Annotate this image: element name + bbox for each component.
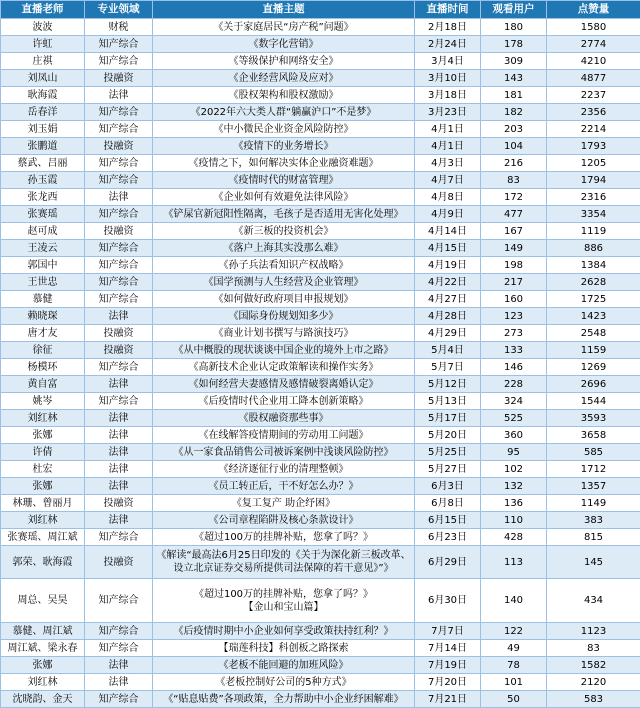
cell-teacher: 张娜 — [1, 427, 85, 444]
cell-clicks: 1712 — [547, 461, 640, 478]
cell-field: 法律 — [85, 410, 153, 427]
cell-clicks: 1423 — [547, 308, 640, 325]
cell-topic: 《股权架构和股权激励》 — [153, 87, 415, 104]
cell-field: 法律 — [85, 512, 153, 529]
cell-field: 知产综合 — [85, 172, 153, 189]
cell-teacher: 周江斌、梁永春 — [1, 640, 85, 657]
cell-teacher: 慕健 — [1, 291, 85, 308]
cell-teacher: 许倩 — [1, 444, 85, 461]
cell-time: 5月27日 — [415, 461, 481, 478]
cell-clicks: 3593 — [547, 410, 640, 427]
cell-clicks: 83 — [547, 640, 640, 657]
cell-time: 7月21日 — [415, 691, 481, 708]
table-row — [1, 138, 640, 155]
cell-topic: 《从一家食品销售公司被诉案例中浅谈风险防控》 — [153, 444, 415, 461]
cell-topic: 《新三板的投资机会》 — [153, 223, 415, 240]
cell-field: 知产综合 — [85, 36, 153, 53]
cell-field: 投融资 — [85, 325, 153, 342]
table-row — [1, 444, 640, 461]
cell-viewers: 123 — [481, 308, 547, 325]
cell-field: 知产综合 — [85, 155, 153, 172]
cell-topic: 《商业计划书撰写与路演技巧》 — [153, 325, 415, 342]
cell-teacher: 周总、吴昊 — [1, 579, 85, 623]
cell-topic: 《疫情时代的财富管理》 — [153, 172, 415, 189]
cell-teacher: 刘凤山 — [1, 70, 85, 87]
table-row — [1, 640, 640, 657]
col-time: 直播时间 — [415, 1, 481, 19]
cell-field: 法律 — [85, 427, 153, 444]
cell-field: 投融资 — [85, 546, 153, 579]
cell-clicks: 4210 — [547, 53, 640, 70]
cell-time: 3月4日 — [415, 53, 481, 70]
cell-viewers: 203 — [481, 121, 547, 138]
cell-teacher: 郭国中 — [1, 257, 85, 274]
cell-topic: 《企业如何有效避免法律风险》 — [153, 189, 415, 206]
cell-time: 4月19日 — [415, 257, 481, 274]
cell-field: 知产综合 — [85, 359, 153, 376]
cell-teacher: 张赛瑶 — [1, 206, 85, 223]
cell-teacher: 岳春洋 — [1, 104, 85, 121]
table-row — [1, 393, 640, 410]
cell-topic: 《国际身份规划知多少》 — [153, 308, 415, 325]
cell-topic: 《公司章程陷阱及核心条款设计》 — [153, 512, 415, 529]
cell-time: 2月24日 — [415, 36, 481, 53]
table-row — [1, 478, 640, 495]
cell-time: 2月18日 — [415, 19, 481, 36]
cell-viewers: 228 — [481, 376, 547, 393]
cell-clicks: 4877 — [547, 70, 640, 87]
cell-topic: 《企业经营风险及应对》 — [153, 70, 415, 87]
cell-time: 5月25日 — [415, 444, 481, 461]
cell-clicks: 2356 — [547, 104, 640, 121]
cell-viewers: 273 — [481, 325, 547, 342]
cell-time: 3月23日 — [415, 104, 481, 121]
cell-teacher: 张娜 — [1, 478, 85, 495]
cell-viewers: 133 — [481, 342, 547, 359]
cell-field: 法律 — [85, 189, 153, 206]
col-viewers: 观看用户 — [481, 1, 547, 19]
cell-time: 5月17日 — [415, 410, 481, 427]
cell-viewers: 136 — [481, 495, 547, 512]
cell-topic: 《老板不能回避的加班风险》 — [153, 657, 415, 674]
cell-viewers: 216 — [481, 155, 547, 172]
table-row — [1, 155, 640, 172]
cell-teacher: 徐征 — [1, 342, 85, 359]
cell-topic: 《落户上海其实没那么难》 — [153, 240, 415, 257]
cell-field: 投融资 — [85, 138, 153, 155]
cell-teacher: 许虹 — [1, 36, 85, 53]
cell-clicks: 585 — [547, 444, 640, 461]
cell-field: 法律 — [85, 461, 153, 478]
cell-time: 5月12日 — [415, 376, 481, 393]
cell-topic: 《关于家庭居民“房产税”问题》 — [153, 19, 415, 36]
cell-clicks: 434 — [547, 579, 640, 623]
cell-viewers: 149 — [481, 240, 547, 257]
cell-field: 法律 — [85, 674, 153, 691]
col-teacher: 直播老师 — [1, 1, 85, 19]
cell-topic: 《股权融资那些事》 — [153, 410, 415, 427]
cell-teacher: 杨模环 — [1, 359, 85, 376]
cell-topic: 《如何做好政府项目申报规划》 — [153, 291, 415, 308]
cell-teacher: 孙玉霞 — [1, 172, 85, 189]
cell-viewers: 477 — [481, 206, 547, 223]
cell-clicks: 583 — [547, 691, 640, 708]
cell-teacher: 蔡武、吕丽 — [1, 155, 85, 172]
col-topic: 直播主题 — [153, 1, 415, 19]
table-row — [1, 206, 640, 223]
cell-clicks: 886 — [547, 240, 640, 257]
cell-clicks: 1725 — [547, 291, 640, 308]
table-row — [1, 325, 640, 342]
table-row — [1, 512, 640, 529]
table-row — [1, 461, 640, 478]
table-row — [1, 495, 640, 512]
cell-time: 7月19日 — [415, 657, 481, 674]
cell-clicks: 1119 — [547, 223, 640, 240]
cell-viewers: 102 — [481, 461, 547, 478]
table-row — [1, 427, 640, 444]
table-row — [1, 257, 640, 274]
cell-field: 知产综合 — [85, 623, 153, 640]
cell-clicks: 2316 — [547, 189, 640, 206]
cell-topic: 《从中概股的现状谈谈中国企业的境外上市之路》 — [153, 342, 415, 359]
cell-teacher: 张鹏道 — [1, 138, 85, 155]
cell-time: 6月15日 — [415, 512, 481, 529]
cell-time: 4月27日 — [415, 291, 481, 308]
cell-field: 投融资 — [85, 342, 153, 359]
cell-topic: 《等级保护和网络安全》 — [153, 53, 415, 70]
cell-clicks: 1582 — [547, 657, 640, 674]
cell-viewers: 182 — [481, 104, 547, 121]
cell-viewers: 113 — [481, 546, 547, 579]
header-row — [1, 1, 640, 19]
cell-teacher: 王凌云 — [1, 240, 85, 257]
cell-topic: 《超过100万的挂牌补贴，您拿了吗？》 — [153, 529, 415, 546]
table-row — [1, 19, 640, 36]
cell-viewers: 360 — [481, 427, 547, 444]
cell-time: 4月28日 — [415, 308, 481, 325]
cell-clicks: 1793 — [547, 138, 640, 155]
cell-field: 法律 — [85, 444, 153, 461]
cell-viewers: 140 — [481, 579, 547, 623]
table-row — [1, 172, 640, 189]
cell-time: 6月30日 — [415, 579, 481, 623]
cell-field: 知产综合 — [85, 206, 153, 223]
cell-clicks: 2120 — [547, 674, 640, 691]
cell-viewers: 83 — [481, 172, 547, 189]
table-row — [1, 546, 640, 579]
cell-viewers: 172 — [481, 189, 547, 206]
cell-field: 知产综合 — [85, 274, 153, 291]
cell-teacher: 赖晓琛 — [1, 308, 85, 325]
table-row — [1, 121, 640, 138]
cell-topic: 《“贴息贴费”各项政策，全力帮助中小企业纾困解难》 — [153, 691, 415, 708]
table-row — [1, 691, 640, 708]
cell-field: 知产综合 — [85, 393, 153, 410]
table-row — [1, 104, 640, 121]
cell-time: 4月1日 — [415, 138, 481, 155]
cell-topic: 《后疫情时代企业用工降本创新策略》 — [153, 393, 415, 410]
cell-time: 5月20日 — [415, 427, 481, 444]
cell-teacher: 唐才友 — [1, 325, 85, 342]
cell-teacher: 耿海霞 — [1, 87, 85, 104]
cell-time: 4月1日 — [415, 121, 481, 138]
table-body — [1, 19, 640, 708]
cell-field: 法律 — [85, 308, 153, 325]
cell-viewers: 78 — [481, 657, 547, 674]
cell-topic: 《疫情之下，如何解决实体企业融资难题》 — [153, 155, 415, 172]
table-row — [1, 70, 640, 87]
cell-field: 知产综合 — [85, 529, 153, 546]
table-row — [1, 36, 640, 53]
cell-time: 4月14日 — [415, 223, 481, 240]
cell-field: 法律 — [85, 657, 153, 674]
cell-viewers: 50 — [481, 691, 547, 708]
cell-field: 投融资 — [85, 495, 153, 512]
cell-field: 投融资 — [85, 70, 153, 87]
cell-topic: 《疫情下的业务增长》 — [153, 138, 415, 155]
cell-clicks: 145 — [547, 546, 640, 579]
table-row — [1, 189, 640, 206]
table-row — [1, 274, 640, 291]
cell-topic: 《中小微民企业资金风险防控》 — [153, 121, 415, 138]
cell-time: 5月7日 — [415, 359, 481, 376]
cell-time: 5月4日 — [415, 342, 481, 359]
cell-time: 6月3日 — [415, 478, 481, 495]
cell-viewers: 143 — [481, 70, 547, 87]
cell-topic: 《孙子兵法看知识产权战略》 — [153, 257, 415, 274]
cell-teacher: 郭荣、耿海霞 — [1, 546, 85, 579]
cell-teacher: 刘红林 — [1, 674, 85, 691]
cell-time: 7月14日 — [415, 640, 481, 657]
cell-topic: 《国学预测与人生经营及企业管理》 — [153, 274, 415, 291]
cell-teacher: 张龙西 — [1, 189, 85, 206]
table-row — [1, 240, 640, 257]
cell-teacher: 慕健、周江斌 — [1, 623, 85, 640]
cell-viewers: 217 — [481, 274, 547, 291]
table-row — [1, 359, 640, 376]
cell-viewers: 181 — [481, 87, 547, 104]
table-row — [1, 53, 640, 70]
cell-time: 6月23日 — [415, 529, 481, 546]
cell-viewers: 49 — [481, 640, 547, 657]
cell-viewers: 160 — [481, 291, 547, 308]
cell-topic: 《解读“最高法6月25日印发的《关于为深化新三板改革、设立北京证券交易所提供司法保障的若干意见》”》 — [153, 546, 415, 579]
cell-teacher: 张娜 — [1, 657, 85, 674]
cell-topic: 《数字化营销》 — [153, 36, 415, 53]
cell-clicks: 2774 — [547, 36, 640, 53]
cell-time: 3月18日 — [415, 87, 481, 104]
cell-teacher: 黄自富 — [1, 376, 85, 393]
table-row — [1, 674, 640, 691]
cell-teacher: 庄祺 — [1, 53, 85, 70]
cell-viewers: 146 — [481, 359, 547, 376]
cell-clicks: 3354 — [547, 206, 640, 223]
cell-field: 知产综合 — [85, 579, 153, 623]
cell-viewers: 132 — [481, 478, 547, 495]
cell-topic: 《铲屎官新冠阳性隔离，毛孩子是否适用无害化处理》 — [153, 206, 415, 223]
table-row — [1, 376, 640, 393]
cell-teacher: 赵可成 — [1, 223, 85, 240]
table-row — [1, 529, 640, 546]
cell-teacher: 波波 — [1, 19, 85, 36]
cell-clicks: 1384 — [547, 257, 640, 274]
cell-time: 6月8日 — [415, 495, 481, 512]
cell-topic: 《后疫情时期中小企业如何享受政策扶持红利？》 — [153, 623, 415, 640]
cell-topic: 《员工转正后，干不好怎么办？》 — [153, 478, 415, 495]
cell-viewers: 122 — [481, 623, 547, 640]
cell-viewers: 178 — [481, 36, 547, 53]
cell-time: 3月10日 — [415, 70, 481, 87]
cell-viewers: 309 — [481, 53, 547, 70]
cell-topic: 《高新技术企业认定政策解读和操作实务》 — [153, 359, 415, 376]
cell-teacher: 杜宏 — [1, 461, 85, 478]
cell-teacher: 刘玉娟 — [1, 121, 85, 138]
cell-field: 财税 — [85, 19, 153, 36]
cell-topic: 《超过100万的挂牌补贴，您拿了吗？》 【金山和宝山篇】 — [153, 579, 415, 623]
cell-topic: 《在线解答疫情期间的劳动用工问题》 — [153, 427, 415, 444]
cell-field: 知产综合 — [85, 104, 153, 121]
table-row — [1, 308, 640, 325]
cell-viewers: 95 — [481, 444, 547, 461]
cell-time: 4月29日 — [415, 325, 481, 342]
cell-field: 知产综合 — [85, 291, 153, 308]
table-row — [1, 657, 640, 674]
cell-clicks: 2696 — [547, 376, 640, 393]
cell-time: 4月22日 — [415, 274, 481, 291]
cell-clicks: 2237 — [547, 87, 640, 104]
cell-viewers: 167 — [481, 223, 547, 240]
cell-topic: 《如何经营夫妻感情及感情破裂离婚认定》 — [153, 376, 415, 393]
cell-time: 6月29日 — [415, 546, 481, 579]
cell-viewers: 101 — [481, 674, 547, 691]
cell-field: 知产综合 — [85, 257, 153, 274]
cell-time: 7月20日 — [415, 674, 481, 691]
cell-viewers: 110 — [481, 512, 547, 529]
cell-viewers: 180 — [481, 19, 547, 36]
cell-viewers: 198 — [481, 257, 547, 274]
cell-field: 法律 — [85, 376, 153, 393]
cell-time: 4月7日 — [415, 172, 481, 189]
cell-time: 4月15日 — [415, 240, 481, 257]
col-field: 专业领域 — [85, 1, 153, 19]
cell-time: 7月7日 — [415, 623, 481, 640]
cell-field: 知产综合 — [85, 53, 153, 70]
table-row — [1, 342, 640, 359]
cell-clicks: 2628 — [547, 274, 640, 291]
table-row — [1, 623, 640, 640]
cell-clicks: 1544 — [547, 393, 640, 410]
cell-teacher: 刘红林 — [1, 512, 85, 529]
cell-field: 知产综合 — [85, 240, 153, 257]
cell-teacher: 沈晓韵、金天 — [1, 691, 85, 708]
cell-viewers: 525 — [481, 410, 547, 427]
cell-clicks: 1357 — [547, 478, 640, 495]
cell-clicks: 1149 — [547, 495, 640, 512]
cell-field: 知产综合 — [85, 121, 153, 138]
cell-topic: 《2022年六大类人群“躺赢沪口”不是梦》 — [153, 104, 415, 121]
table-row — [1, 87, 640, 104]
cell-field: 知产综合 — [85, 691, 153, 708]
cell-clicks: 1580 — [547, 19, 640, 36]
cell-topic: 【瑞莲科技】科创板之路探索 — [153, 640, 415, 657]
table-row — [1, 410, 640, 427]
cell-clicks: 1159 — [547, 342, 640, 359]
cell-clicks: 1123 — [547, 623, 640, 640]
cell-time: 4月9日 — [415, 206, 481, 223]
col-clicks: 点赞量 — [547, 1, 640, 19]
cell-time: 4月3日 — [415, 155, 481, 172]
cell-clicks: 2548 — [547, 325, 640, 342]
cell-topic: 《经济逐征行业的清理整顿》 — [153, 461, 415, 478]
cell-field: 法律 — [85, 87, 153, 104]
cell-clicks: 1794 — [547, 172, 640, 189]
cell-viewers: 104 — [481, 138, 547, 155]
cell-teacher: 林珊、曾丽月 — [1, 495, 85, 512]
cell-clicks: 383 — [547, 512, 640, 529]
table-row — [1, 291, 640, 308]
cell-topic: 《老板控制好公司的5种方式》 — [153, 674, 415, 691]
cell-field: 知产综合 — [85, 640, 153, 657]
cell-viewers: 428 — [481, 529, 547, 546]
cell-field: 投融资 — [85, 223, 153, 240]
cell-teacher: 王世忠 — [1, 274, 85, 291]
cell-teacher: 姚岑 — [1, 393, 85, 410]
cell-clicks: 1269 — [547, 359, 640, 376]
cell-clicks: 1205 — [547, 155, 640, 172]
cell-teacher: 刘红林 — [1, 410, 85, 427]
table-row — [1, 579, 640, 623]
cell-time: 4月8日 — [415, 189, 481, 206]
table-row — [1, 223, 640, 240]
cell-viewers: 324 — [481, 393, 547, 410]
cell-topic: 《复工复产 助企纾困》 — [153, 495, 415, 512]
cell-time: 5月13日 — [415, 393, 481, 410]
cell-field: 法律 — [85, 478, 153, 495]
cell-teacher: 张赛瑶、周江斌 — [1, 529, 85, 546]
cell-clicks: 2214 — [547, 121, 640, 138]
cell-clicks: 3658 — [547, 427, 640, 444]
cell-clicks: 815 — [547, 529, 640, 546]
